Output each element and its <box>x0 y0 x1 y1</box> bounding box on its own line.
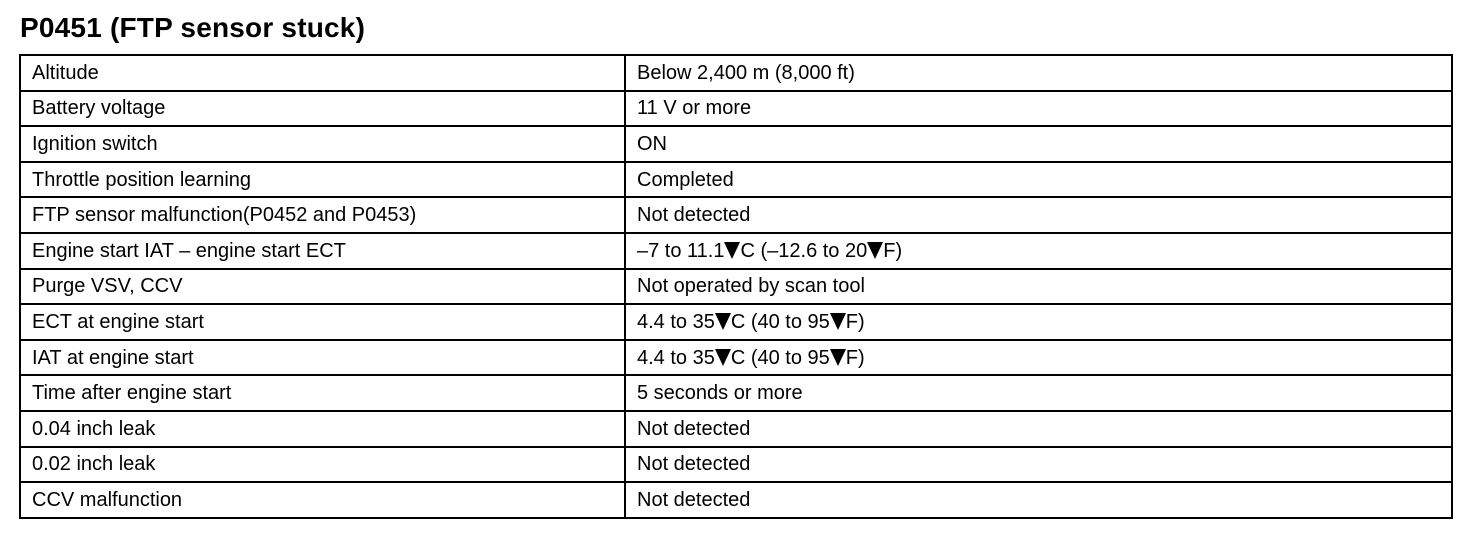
condition-value-cell <box>625 375 1452 411</box>
condition-value-text: Not operated by scan tool <box>637 275 865 298</box>
condition-value-text: Not detected <box>637 453 751 476</box>
condition-value-text: ON <box>637 132 667 155</box>
conditions-table-body <box>20 55 1452 518</box>
condition-value-text: Not detected <box>637 488 751 511</box>
condition-label-cell: Ignition switch <box>20 126 625 162</box>
conditions-table <box>19 54 1453 519</box>
condition-value-text: Completed <box>637 168 734 191</box>
condition-value-text: Not detected <box>637 204 751 227</box>
condition-label-cell: Time after engine start <box>20 375 625 411</box>
condition-value-text: 5 seconds or more <box>637 382 803 405</box>
condition-label-cell: Throttle position learning <box>20 162 625 198</box>
degree-icon <box>715 349 731 366</box>
condition-value-text: C (40 to 95 <box>730 310 830 333</box>
table-row <box>20 304 1452 340</box>
condition-label-cell: CCV malfunction <box>20 482 625 518</box>
condition-value-text: 4.4 to 35 <box>637 310 715 333</box>
table-row <box>20 447 1452 483</box>
condition-label-cell: IAT at engine start <box>20 340 625 376</box>
condition-value-text: C (–12.6 to 20 <box>740 239 868 262</box>
condition-label-cell: Engine start IAT – engine start ECT <box>20 233 625 269</box>
condition-label-cell: Battery voltage <box>20 91 625 127</box>
condition-value-cell <box>625 233 1452 269</box>
condition-value-cell <box>625 162 1452 198</box>
degree-icon <box>830 313 846 330</box>
condition-value-text: F) <box>845 346 865 369</box>
condition-value-text: F) <box>883 239 903 262</box>
condition-value-text: C (40 to 95 <box>730 346 830 369</box>
condition-value-cell <box>625 91 1452 127</box>
table-row <box>20 55 1452 91</box>
degree-icon <box>867 242 883 259</box>
condition-label-cell: Purge VSV, CCV <box>20 269 625 305</box>
condition-label-cell: ECT at engine start <box>20 304 625 340</box>
condition-label-cell: 0.04 inch leak <box>20 411 625 447</box>
condition-value-cell <box>625 304 1452 340</box>
degree-icon <box>724 242 740 259</box>
table-row <box>20 340 1452 376</box>
table-row <box>20 162 1452 198</box>
condition-value-cell <box>625 197 1452 233</box>
condition-value-cell <box>625 447 1452 483</box>
condition-value-cell <box>625 482 1452 518</box>
condition-value-text: F) <box>845 310 865 333</box>
table-row <box>20 197 1452 233</box>
condition-value-cell <box>625 269 1452 305</box>
condition-value-text: Below 2,400 m (8,000 ft) <box>637 61 855 84</box>
condition-value-text: 11 V or more <box>637 97 752 120</box>
table-row <box>20 126 1452 162</box>
condition-value-cell <box>625 340 1452 376</box>
table-row <box>20 411 1452 447</box>
condition-label-cell: FTP sensor malfunction(P0452 and P0453) <box>20 197 625 233</box>
condition-label-cell: Altitude <box>20 55 625 91</box>
table-row <box>20 233 1452 269</box>
degree-icon <box>830 349 846 366</box>
table-row <box>20 91 1452 127</box>
table-row <box>20 269 1452 305</box>
condition-value-text: –7 to 11.1 <box>637 239 725 262</box>
page-title: P0451 (FTP sensor stuck) <box>20 12 366 43</box>
degree-icon <box>715 313 731 330</box>
condition-value-cell <box>625 411 1452 447</box>
condition-value-cell <box>625 55 1452 91</box>
condition-value-text: Not detected <box>637 417 751 440</box>
condition-value-cell <box>625 126 1452 162</box>
condition-label-cell: 0.02 inch leak <box>20 447 625 483</box>
table-row <box>20 482 1452 518</box>
condition-value-text: 4.4 to 35 <box>637 346 715 369</box>
table-row <box>20 375 1452 411</box>
